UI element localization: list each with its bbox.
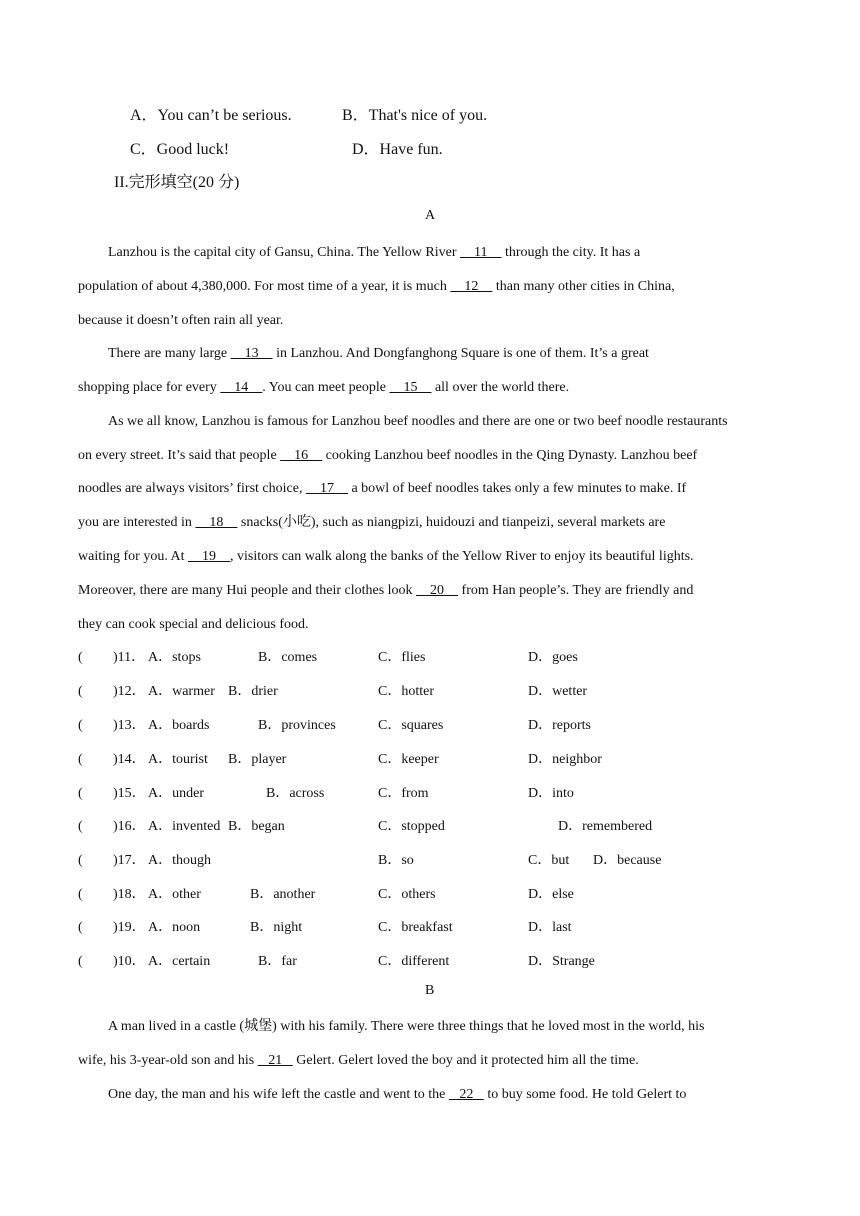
passage-line: Lanzhou is the capital city of Gansu, China. The Yellow River 11 through the city. It has a — [108, 245, 641, 260]
choice-a: A．though — [148, 853, 211, 868]
choice-d: D．neighbor — [528, 752, 602, 767]
blank-22: 22 — [448, 1087, 484, 1102]
option-d: D．Have fun. — [352, 141, 443, 158]
choice-a: A．under — [148, 786, 204, 801]
choice-a: A．other — [148, 887, 201, 902]
blank-16: 16 — [280, 448, 323, 463]
passage-line: on every street. It’s said that people 16 cooking Lanzhou beef noodles in the Qing Dynasty. Lanzhou beef — [78, 448, 698, 463]
blank-21: 21 — [257, 1053, 293, 1068]
choice-a: A．warmer — [148, 684, 215, 699]
blank-17: 17 — [305, 481, 348, 496]
choice-d: D．else — [528, 887, 574, 902]
choice-d: D．goes — [528, 650, 578, 665]
question-number: )14． — [113, 752, 146, 767]
choice-d: D．Strange — [528, 954, 595, 969]
passage-line: wife, his 3-year-old son and his 21 Gelert. Gelert loved the boy and it protected him all the time. — [78, 1053, 639, 1068]
blank-11: 11 — [460, 245, 502, 260]
choice-c: C．different — [378, 954, 450, 969]
choice-c: C．others — [378, 887, 436, 902]
passage-line: A man lived in a castle (城堡) with his family. There were three things that he loved most in the world, his — [108, 1019, 705, 1034]
passage-a-heading: A — [425, 208, 436, 223]
choice-a: A．stops — [148, 650, 201, 665]
question-number: )10． — [113, 954, 146, 969]
choice-d: D．remembered — [558, 819, 653, 834]
choice-b: B．provinces — [258, 718, 336, 733]
choice-a: A．certain — [148, 954, 211, 969]
question-number: )17． — [113, 853, 146, 868]
passage-line: One day, the man and his wife left the castle and went to the 22 to buy some food. He told Gelert to — [108, 1087, 687, 1102]
question-number: )15． — [113, 786, 146, 801]
passage-line: As we all know, Lanzhou is famous for Lanzhou beef noodles and there are one or two beef noodle restaurants — [108, 414, 728, 429]
choice-d: D．last — [528, 920, 572, 935]
passage-line: There are many large 13 in Lanzhou. And Dongfanghong Square is one of them. It’s a great — [108, 346, 649, 361]
option-b: B．That's nice of you. — [342, 107, 488, 124]
choice-c: C．squares — [378, 718, 444, 733]
choice-c: C．breakfast — [378, 920, 453, 935]
question-number: )11． — [113, 650, 146, 665]
question-number: )16． — [113, 819, 146, 834]
answer-paren[interactable]: ( — [78, 684, 83, 699]
answer-paren[interactable]: ( — [78, 954, 83, 969]
passage-line: shopping place for every 14 . You can meet people 15 all over the world there. — [78, 380, 570, 395]
blank-19: 19 — [188, 549, 231, 564]
choice-a: A．boards — [148, 718, 210, 733]
choice-b: B．began — [228, 819, 285, 834]
choice-d: D．reports — [528, 718, 591, 733]
passage-b-heading: B — [425, 983, 435, 998]
choice-c: C．but — [528, 853, 570, 868]
choice-b: B．night — [250, 920, 303, 935]
choice-b: B．far — [258, 954, 297, 969]
choice-c: C．hotter — [378, 684, 434, 699]
section-title: II.完形填空(20 分) — [114, 174, 240, 191]
blank-15: 15 — [389, 380, 432, 395]
answer-paren[interactable]: ( — [78, 853, 83, 868]
answer-paren[interactable]: ( — [78, 650, 83, 665]
question-number: )18． — [113, 887, 146, 902]
choice-c: C．from — [378, 786, 429, 801]
choice-d: D．into — [528, 786, 574, 801]
choice-d: D．because — [593, 853, 662, 868]
choice-b: B．player — [228, 752, 287, 767]
blank-20: 20 — [416, 583, 459, 598]
question-number: )19． — [113, 920, 146, 935]
question-number: )12． — [113, 684, 146, 699]
question-number: )13． — [113, 718, 146, 733]
passage-line: waiting for you. At 19 , visitors can walk along the banks of the Yellow River to enjoy its beautiful lights. — [78, 549, 694, 564]
answer-paren[interactable]: ( — [78, 887, 83, 902]
option-c: C．Good luck! — [130, 141, 230, 158]
passage-line: you are interested in 18 snacks(小吃), such as niangpizi, huidouzi and tianpeizi, several markets are — [78, 515, 666, 530]
blank-14: 14 — [220, 380, 263, 395]
passage-line: they can cook special and delicious food. — [78, 617, 309, 632]
passage-line: because it doesn’t often rain all year. — [78, 313, 284, 328]
passage-line: Moreover, there are many Hui people and their clothes look 20 from Han people’s. They are friendly and — [78, 583, 694, 598]
choice-a: A．tourist — [148, 752, 208, 767]
choice-b: B．across — [266, 786, 325, 801]
choice-b: B．so — [378, 853, 414, 868]
choice-d: D．wetter — [528, 684, 588, 699]
answer-paren[interactable]: ( — [78, 752, 83, 767]
choice-c: C．stopped — [378, 819, 445, 834]
option-a: A．You can’t be serious. — [130, 107, 292, 124]
answer-paren[interactable]: ( — [78, 718, 83, 733]
blank-18: 18 — [195, 515, 238, 530]
passage-line: noodles are always visitors’ first choice, 17 a bowl of beef noodles takes only a few minutes to make. If — [78, 481, 687, 496]
choice-b: B．another — [250, 887, 316, 902]
choice-b: B．drier — [228, 684, 278, 699]
blank-13: 13 — [230, 346, 273, 361]
blank-12: 12 — [450, 279, 493, 294]
answer-paren[interactable]: ( — [78, 786, 83, 801]
choice-b: B．comes — [258, 650, 318, 665]
choice-c: C．flies — [378, 650, 426, 665]
choice-a: A．invented — [148, 819, 221, 834]
passage-line: population of about 4,380,000. For most time of a year, it is much 12 than many other cities in China, — [78, 279, 675, 294]
choice-a: A．noon — [148, 920, 201, 935]
choice-c: C．keeper — [378, 752, 439, 767]
answer-paren[interactable]: ( — [78, 819, 83, 834]
answer-paren[interactable]: ( — [78, 920, 83, 935]
